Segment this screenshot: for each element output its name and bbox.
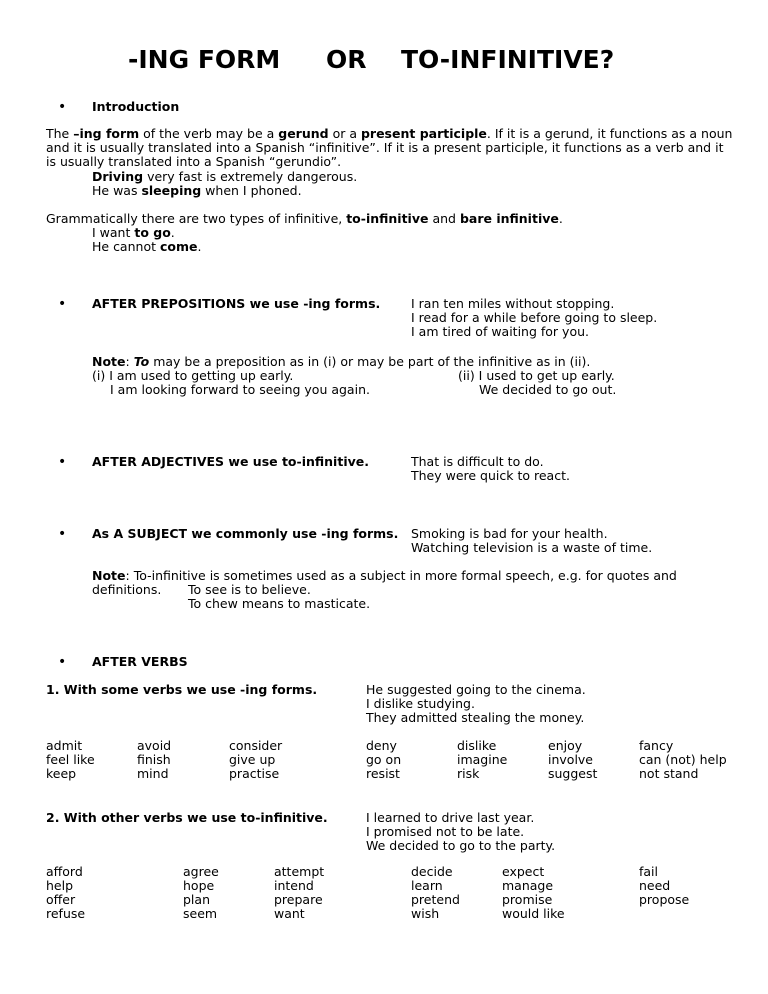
bullet-icon: •	[58, 99, 67, 115]
verb: need	[639, 878, 671, 893]
inf-verb-column	[183, 865, 219, 921]
verb: pretend	[411, 892, 460, 907]
verb: fancy	[639, 738, 674, 753]
verb: attempt	[274, 864, 325, 879]
verb: refuse	[46, 906, 86, 921]
example-line: I dislike studying.	[366, 696, 475, 711]
intro-heading: Introduction	[92, 99, 180, 114]
prepositions-heading: AFTER PREPOSITIONS we use -ing forms.	[92, 296, 381, 311]
inf-verb-column	[274, 865, 324, 921]
note-example-i-2: I am looking forward to seeing you again.	[110, 382, 370, 397]
verb: fail	[639, 864, 659, 879]
verb: propose	[639, 892, 690, 907]
title-ing-form: -ING FORM	[128, 45, 281, 74]
verb: agree	[183, 864, 219, 879]
verb: go on	[366, 752, 402, 767]
verbs-heading: AFTER VERBS	[92, 654, 188, 669]
ing-verbs-examples	[366, 683, 586, 725]
infinitive-types-text: Grammatically there are two types of infinitive, to-infinitive and bare infinitive.	[46, 211, 563, 226]
example-line: I read for a while before going to sleep.	[411, 310, 658, 325]
example-line: That is difficult to do.	[411, 454, 544, 469]
verb: involve	[548, 752, 594, 767]
example-line: Watching television is a waste of time.	[411, 540, 653, 555]
ing-verb-column	[229, 739, 282, 781]
example-line: We decided to go to the party.	[366, 838, 556, 853]
verb: dislike	[457, 738, 497, 753]
note-example-ii-1: (ii) I used to get up early.	[458, 368, 615, 383]
subject-heading: As A SUBJECT we commonly use -ing forms.	[92, 526, 399, 541]
ing-verb-column	[366, 739, 401, 781]
bullet-icon: •	[58, 654, 67, 670]
prepositions-note: Note: To may be a preposition as in (i) or may be part of the infinitive as in (ii).	[92, 354, 591, 369]
inf-verbs-heading: 2. With other verbs we use to-infinitive.	[46, 810, 328, 825]
intro-example-driving: Driving very fast is extremely dangerous.	[92, 169, 358, 184]
verb: promise	[502, 892, 553, 907]
example-line: I ran ten miles without stopping.	[411, 296, 615, 311]
verb: want	[274, 906, 305, 921]
ing-verb-column	[548, 739, 597, 781]
verb: practise	[229, 766, 280, 781]
ing-verbs-heading: 1. With some verbs we use -ing forms.	[46, 682, 318, 697]
example-line: I learned to drive last year.	[366, 810, 535, 825]
example-line: Smoking is bad for your health.	[411, 526, 608, 541]
bullet-icon: •	[58, 454, 67, 470]
verb: mind	[137, 766, 169, 781]
verb: manage	[502, 878, 554, 893]
intro-example-sleeping: He was sleeping when I phoned.	[92, 183, 302, 198]
example-line: I promised not to be late.	[366, 824, 525, 839]
inf-verb-column	[502, 865, 565, 921]
verb: enjoy	[548, 738, 583, 753]
adjectives-examples	[411, 455, 570, 483]
verb: seem	[183, 906, 218, 921]
prepositions-examples	[411, 297, 657, 339]
inf-verbs-examples	[366, 811, 555, 853]
title-or: OR	[326, 45, 367, 74]
ing-verb-column	[46, 739, 95, 781]
verb: keep	[46, 766, 77, 781]
verb: decide	[411, 864, 453, 879]
subject-examples	[411, 527, 652, 555]
note-example-ii-2: We decided to go out.	[479, 382, 617, 397]
bullet-icon: •	[58, 526, 67, 542]
intro-paragraph: The –ing form of the verb may be a gerund or a present participle. If it is a gerund, it functions as a noun and it is usually translated into a Spanish “infinitive”. If it is a present participle, it functions as a verb and it is usually translated into a Spanish “gerundio”.	[46, 126, 733, 169]
verb: avoid	[137, 738, 172, 753]
ing-verb-column	[137, 739, 171, 781]
ing-verb-column	[639, 739, 727, 781]
adjectives-heading: AFTER ADJECTIVES we use to-infinitive.	[92, 454, 369, 469]
verb: wish	[411, 906, 440, 921]
verb: finish	[137, 752, 171, 767]
verb: intend	[274, 878, 314, 893]
verb: hope	[183, 878, 215, 893]
example-line: They admitted stealing the money.	[366, 710, 585, 725]
inf-verb-column	[639, 865, 689, 907]
verb: resist	[366, 766, 400, 781]
verb: plan	[183, 892, 210, 907]
verb: feel like	[46, 752, 95, 767]
subject-note-example-1: To see is to believe.	[188, 582, 311, 597]
verb: learn	[411, 878, 443, 893]
inf-verb-column	[46, 865, 85, 921]
verb: offer	[46, 892, 76, 907]
subject-note-example-2: To chew means to masticate.	[188, 596, 371, 611]
ing-verb-column	[457, 739, 507, 781]
title-to-infinitive: TO-INFINITIVE?	[401, 45, 615, 74]
note-example-i-1: (i) I am used to getting up early.	[92, 368, 294, 383]
bullet-icon: •	[58, 296, 67, 312]
infinitive-example-come: He cannot come.	[92, 239, 202, 254]
inf-verb-column	[411, 865, 460, 921]
verb: deny	[366, 738, 397, 753]
verb: consider	[229, 738, 283, 753]
subject-note: Note: To-infinitive is sometimes used as a subject in more formal speech, e.g. for quotes and definitions.	[92, 568, 677, 597]
verb: suggest	[548, 766, 598, 781]
verb: expect	[502, 864, 545, 879]
example-line: I am tired of waiting for you.	[411, 324, 589, 339]
verb: imagine	[457, 752, 508, 767]
example-line: They were quick to react.	[411, 468, 570, 483]
verb: afford	[46, 864, 83, 879]
example-line: He suggested going to the cinema.	[366, 682, 586, 697]
verb: risk	[457, 766, 480, 781]
verb: admit	[46, 738, 83, 753]
verb: prepare	[274, 892, 323, 907]
verb: can (not) help	[639, 752, 727, 767]
verb: give up	[229, 752, 276, 767]
infinitive-example-go: I want to go.	[92, 225, 175, 240]
verb: would like	[502, 906, 565, 921]
verb: help	[46, 878, 74, 893]
verb: not stand	[639, 766, 699, 781]
